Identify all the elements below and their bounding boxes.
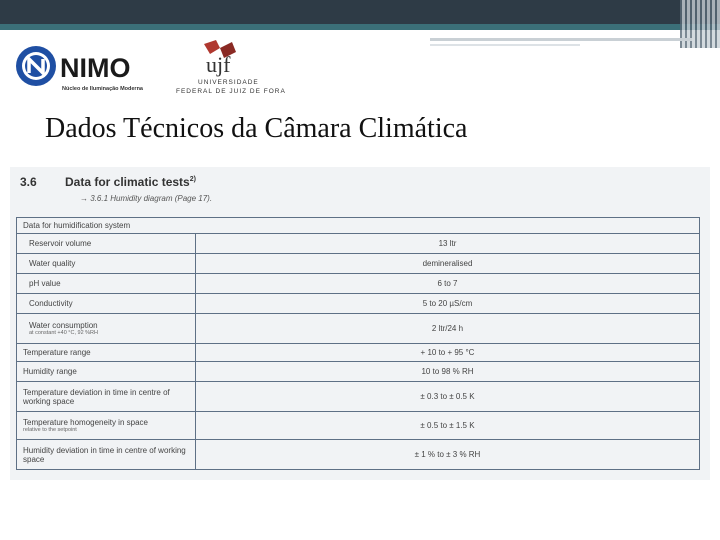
table-row (17, 362, 700, 382)
row-value: 13 ltr (196, 234, 700, 254)
climatic-data-table (16, 217, 700, 470)
table-row (17, 234, 700, 254)
row-value: 2 ltr/24 h (196, 314, 700, 344)
nimo-logo-subtitle: Núcleo de Iluminação Moderna (62, 86, 143, 92)
section-title-text: Data for climatic tests (65, 175, 190, 189)
row-sublabel: at constant +40 °C, 92 %RH (29, 330, 98, 336)
row-label: Humidity range (17, 362, 196, 382)
section-footnote: 2) (189, 176, 196, 183)
section-number: 3.6 (20, 175, 37, 189)
row-label: Humidity deviation in time in centre of working space (17, 440, 196, 470)
top-bar-thin-line (430, 38, 692, 41)
row-label: Temperature deviation in time in centre of working space (17, 382, 196, 412)
table-row (17, 440, 700, 470)
table-row (17, 344, 700, 362)
row-value: demineralised (196, 254, 700, 274)
table-row (17, 314, 700, 344)
ufjf-name-line2: FEDERAL DE JUIZ DE FORA (176, 88, 286, 95)
row-value: + 10 to + 95 °C (196, 344, 700, 362)
row-value: ± 0.5 to ± 1.5 K (196, 412, 700, 440)
nimo-logo (14, 44, 154, 94)
section-title (65, 175, 196, 189)
table-header-row (17, 218, 700, 234)
row-label: pH value (17, 274, 196, 294)
row-value: 6 to 7 (196, 274, 700, 294)
top-bar-thin-line-short (430, 44, 580, 46)
row-value: ± 1 % to ± 3 % RH (196, 440, 700, 470)
row-sublabel: relative to the setpoint (23, 427, 77, 433)
top-decorative-bar (0, 0, 720, 36)
row-value: 10 to 98 % RH (196, 362, 700, 382)
row-label: Water quality (17, 254, 196, 274)
scanned-datasheet (10, 167, 710, 480)
table-header: Data for humidification system (17, 218, 700, 234)
nimo-logo-graphic (14, 44, 154, 94)
ufjf-logo-text: ujf (206, 52, 231, 77)
row-label: Conductivity (17, 294, 196, 314)
row-label: Reservoir volume (17, 234, 196, 254)
ufjf-name-line1: UNIVERSIDADE (198, 79, 259, 86)
row-label-cell (17, 412, 196, 440)
row-label: Temperature homogeneity in space (23, 418, 148, 427)
table-row (17, 412, 700, 440)
row-label-cell (17, 314, 196, 344)
top-bar-dark-band (0, 0, 720, 24)
row-label: Temperature range (17, 344, 196, 362)
table-row (17, 382, 700, 412)
row-label: Water consumption (29, 321, 98, 330)
table-row (17, 294, 700, 314)
slide-title: Dados Técnicos da Câmara Climática (45, 113, 468, 144)
row-value: ± 0.3 to ± 0.5 K (196, 382, 700, 412)
row-value: 5 to 20 µS/cm (196, 294, 700, 314)
table-row (17, 274, 700, 294)
ufjf-logo-graphic (176, 38, 286, 98)
top-bar-teal-band (0, 24, 720, 30)
nimo-logo-text: NIMO (60, 53, 131, 83)
table-row (17, 254, 700, 274)
diagram-reference: → 3.6.1 Humidity diagram (Page 17). (80, 194, 213, 203)
ufjf-logo (176, 38, 286, 98)
